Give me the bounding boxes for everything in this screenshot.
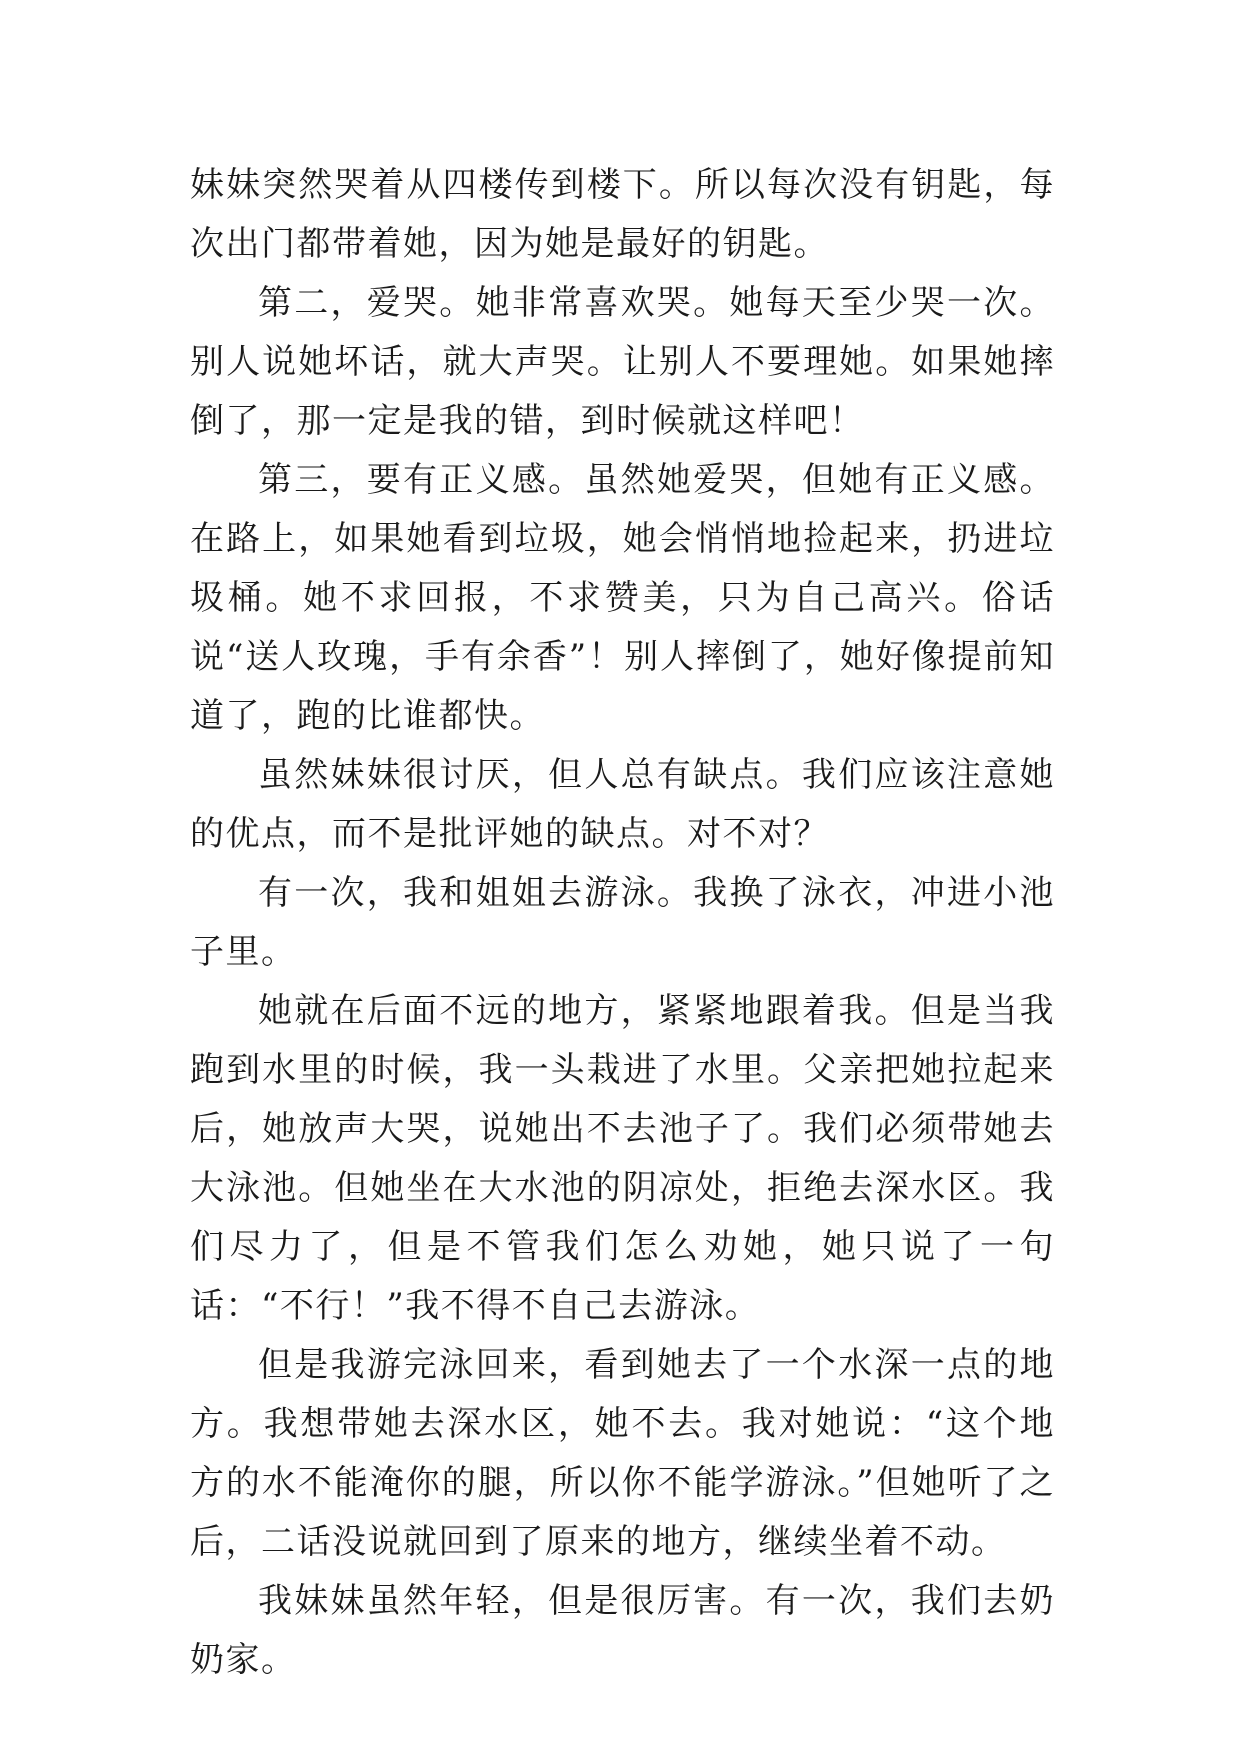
paragraph: 虽然妹妹很讨厌，但人总有缺点。我们应该注意她的优点，而不是批评她的缺点。对不对？ — [190, 755, 1055, 854]
paragraph: 妹妹突然哭着从四楼传到楼下。所以每次没有钥匙，每次出门都带着她，因为她是最好的钥匙。 — [190, 165, 1055, 264]
paragraph: 第三，要有正义感。虽然她爱哭，但她有正义感。在路上，如果她看到垃圾，她会悄悄地捡起来，扔进垃圾桶。她不求回报，不求赞美，只为自己高兴。俗话说“送人玫瑰，手有余香”！别人摔倒了，她好像提前知道了，跑的比谁都快。 — [190, 460, 1055, 736]
paragraph: 她就在后面不远的地方，紧紧地跟着我。但是当我跑到水里的时候，我一头栽进了水里。父亲把她拉起来后，她放声大哭，说她出不去池子了。我们必须带她去大泳池。但她坐在大水池的阴凉处，拒绝去深水区。我们尽力了，但是不管我们怎么劝她，她只说了一句话：“不行！”我不得不自己去游泳。 — [190, 991, 1055, 1326]
paragraph: 我妹妹虽然年轻，但是很厉害。有一次，我们去奶奶家。 — [190, 1581, 1055, 1680]
document-body — [190, 156, 1055, 1690]
paragraph: 有一次，我和姐姐去游泳。我换了泳衣，冲进小池子里。 — [190, 873, 1055, 972]
paragraph: 第二，爱哭。她非常喜欢哭。她每天至少哭一次。别人说她坏话，就大声哭。让别人不要理她。如果她摔倒了，那一定是我的错，到时候就这样吧！ — [190, 283, 1055, 441]
paragraph: 但是我游完泳回来，看到她去了一个水深一点的地方。我想带她去深水区，她不去。我对她说：“这个地方的水不能淹你的腿，所以你不能学游泳。”但她听了之后，二话没说就回到了原来的地方，继续坐着不动。 — [190, 1345, 1055, 1562]
